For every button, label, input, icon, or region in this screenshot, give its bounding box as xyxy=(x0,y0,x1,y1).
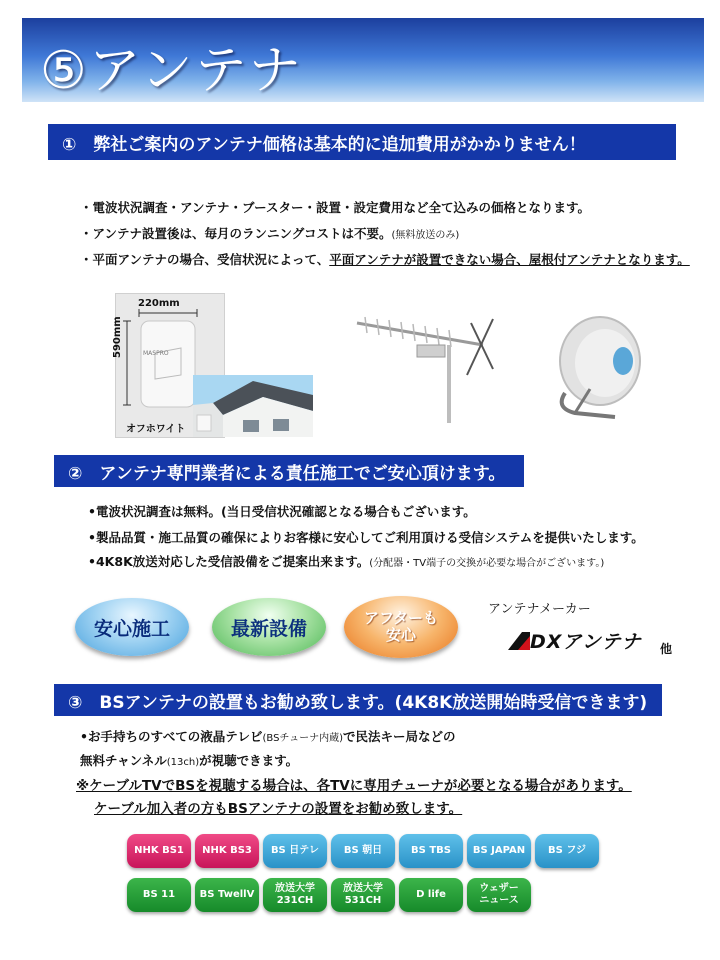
pill-after-line1: アフターも xyxy=(364,609,438,627)
bs-dish-drawing xyxy=(545,313,645,421)
channel-badge: BS 11 xyxy=(127,878,191,912)
section3-heading: ③ BSアンテナの設置もお勧め致します。(4K8K放送開始時受信できます) xyxy=(54,684,662,716)
section2-line3 xyxy=(88,552,604,570)
section1-line3-main: ・平面アンテナの場合、受信状況によって、 xyxy=(80,252,330,267)
maker-suffix: 他 xyxy=(660,642,673,656)
channel-badge: D life xyxy=(399,878,463,912)
section3-line2 xyxy=(80,751,298,769)
channel-badge: ウェザー ニュース xyxy=(467,878,531,912)
dx-logo-icon xyxy=(508,632,530,650)
channel-badge: BS 日テレ xyxy=(263,834,327,868)
channel-badge: BS TBS xyxy=(399,834,463,868)
section3-line4: ケーブル加入者の方もBSアンテナの設置をお勧め致します。 xyxy=(94,801,463,817)
channel-badge: BS JAPAN xyxy=(467,834,531,868)
section1-heading: ① 弊社ご案内のアンテナ価格は基本的に追加費用がかかりません！ xyxy=(48,124,676,160)
section2-heading: ② アンテナ専門業者による責任施工でご安心頂けます。 xyxy=(54,455,524,487)
section3-line1-note: (BSチューナ内蔵) xyxy=(262,733,344,744)
section2-line2: •製品品質・施工品質の確保によりお客様に安心してご利用頂ける受信システムを提供いたします。 xyxy=(88,530,644,545)
section3-line1-a: •お手持ちのすべての液晶テレビ xyxy=(80,729,263,744)
page-title: ⑤アンテナ xyxy=(40,41,303,101)
section3-line2-note: (13ch) xyxy=(166,757,200,768)
width-label: 220mm xyxy=(138,298,180,309)
channel-badge: BS 朝日 xyxy=(331,834,395,868)
height-label: 590mm xyxy=(112,316,123,358)
section3-line1-b: で民法キー局などの xyxy=(343,729,456,744)
section1-line3-underlined: 平面アンテナが設置できない場合、屋根付アンテナとなります。 xyxy=(329,252,690,267)
section2-line3-main: •4K8K放送対応した受信設備をご提案出来ます。 xyxy=(88,554,370,569)
panel-brand: MASPRO xyxy=(143,350,169,357)
channel-badge: 放送大学 531CH xyxy=(331,878,395,912)
channel-badge: BS TwellV xyxy=(195,878,259,912)
pill-after-line2: 安心 xyxy=(385,626,416,644)
section3-line2-b: が視聴できます。 xyxy=(199,753,299,768)
channel-badge: NHK BS1 xyxy=(127,834,191,868)
section1-line2-note: (無料放送のみ) xyxy=(391,230,460,241)
section3-line1 xyxy=(80,727,456,745)
section2-line1: •電波状況調査は無料。(当日受信状況確認となる場合もございます。 xyxy=(88,504,476,519)
section2-line3-note: (分配器・TV端子の交換が必要な場合がございます。) xyxy=(369,558,605,569)
maker-label: アンテナメーカー xyxy=(488,602,591,617)
section1-line1: ・電波状況調査・アンテナ・ブースター・設置・設定費用など全て込みの価格となります。 xyxy=(80,200,591,215)
house-photo xyxy=(193,375,313,437)
dx-brand-text: DXアンテナ xyxy=(530,631,642,653)
section1-line2-main: ・アンテナ設置後は、毎月のランニングコストは不要。 xyxy=(80,226,392,241)
dx-antenna-logo xyxy=(508,627,642,654)
yagi-antenna-drawing xyxy=(355,305,500,425)
channel-badge: BS フジ xyxy=(535,834,599,868)
pill-safe-construction: 安心施工 xyxy=(75,598,189,656)
section3-line2-a: 無料チャンネル xyxy=(80,753,167,768)
pill-after-service xyxy=(344,596,458,658)
channel-badge: NHK BS3 xyxy=(195,834,259,868)
section3-line3: ※ケーブルTVでBSを視聴する場合は、各TVに専用チューナが必要となる場合があります。 xyxy=(76,778,632,794)
section1-line2 xyxy=(80,224,459,242)
color-label: オフホワイト xyxy=(126,424,186,435)
section1-line3 xyxy=(80,250,690,268)
channel-badge: 放送大学 231CH xyxy=(263,878,327,912)
pill-latest-equipment: 最新設備 xyxy=(212,598,326,656)
